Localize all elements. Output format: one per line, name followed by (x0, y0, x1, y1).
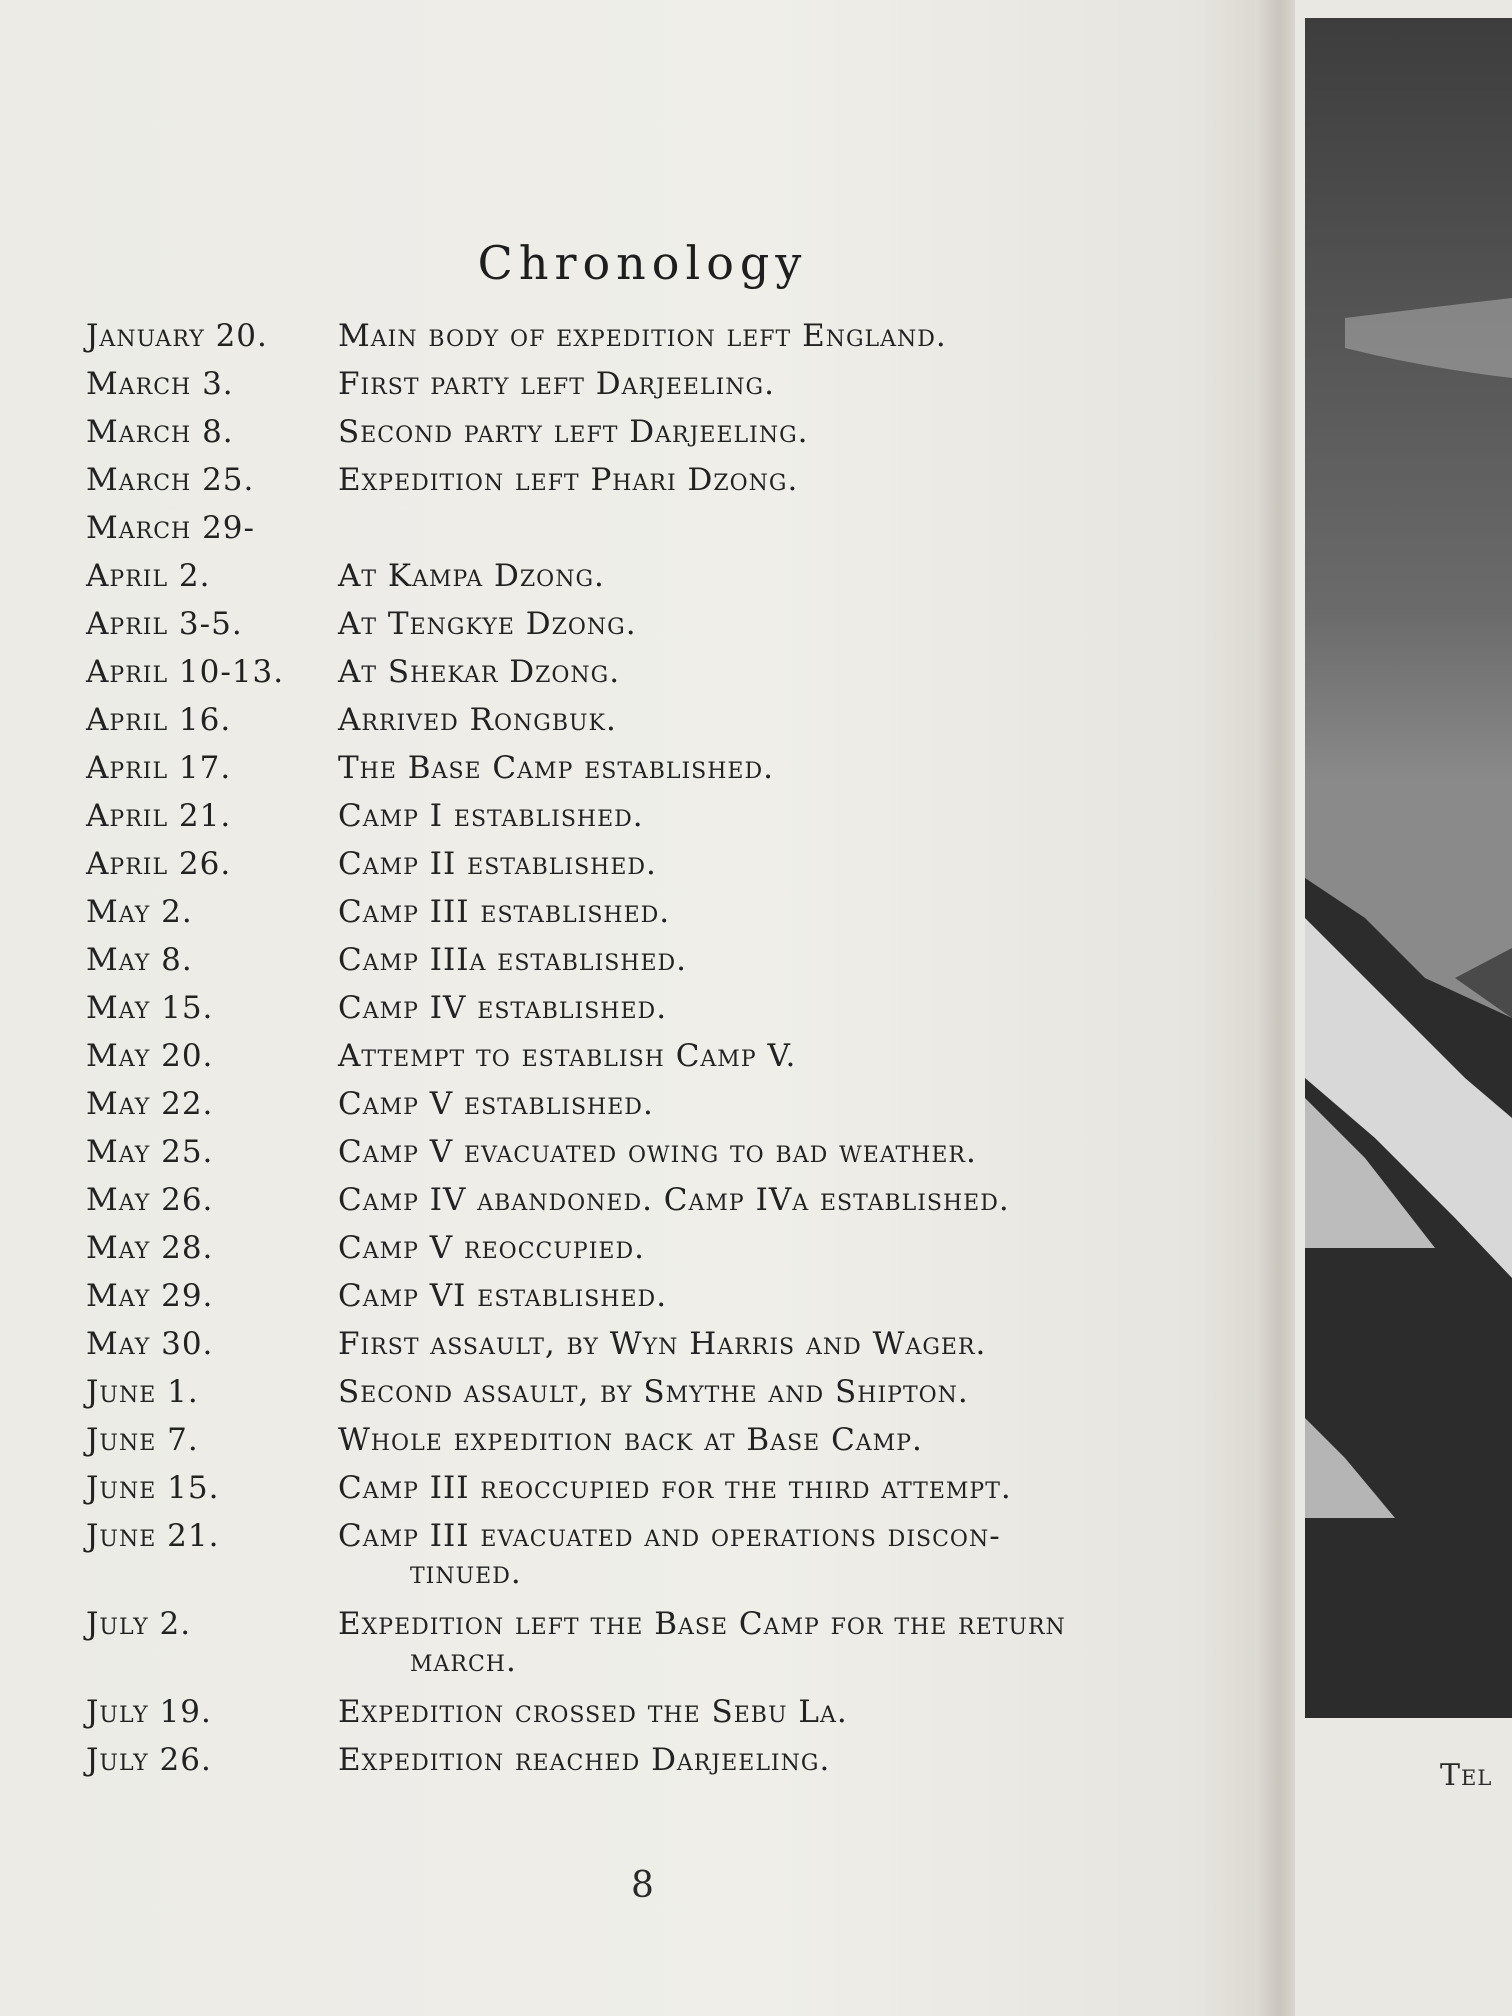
entry-event-text: The Base Camp established. (338, 750, 774, 786)
entry-event-text: First party left Darjeeling. (338, 366, 775, 402)
entry-event-text: Camp IV established. (338, 990, 668, 1026)
entry-event (338, 408, 1236, 456)
chronology-row (86, 696, 1236, 744)
entry-date: May 28. (86, 1230, 214, 1266)
entry-event (338, 1080, 1236, 1128)
page-number: 8 (631, 1865, 654, 1906)
entry-event (338, 840, 1236, 888)
entry-event (338, 744, 1236, 792)
entry-event (338, 1224, 1236, 1272)
entry-date: May 25. (86, 1134, 214, 1170)
entry-event-text: Expedition reached Darjeeling. (338, 1742, 831, 1778)
chronology-row (86, 456, 1236, 504)
chronology-row (86, 312, 1236, 360)
chronology-row (86, 744, 1236, 792)
chronology-row (86, 1272, 1236, 1320)
entry-date: June 15. (86, 1470, 220, 1506)
entry-date: June 21. (86, 1518, 220, 1554)
entry-date: March 8. (86, 414, 234, 450)
entry-event-continuation: march. (410, 1643, 517, 1679)
entry-event (338, 456, 1236, 504)
entry-event-text: Camp V reoccupied. (338, 1230, 645, 1266)
chronology-row (86, 840, 1236, 888)
entry-event (338, 648, 1236, 696)
entry-date: March 3. (86, 366, 234, 402)
entry-event (338, 696, 1236, 744)
entry-event (338, 1416, 1236, 1464)
chronology-row (86, 1512, 1236, 1592)
chronology-row (86, 792, 1236, 840)
entry-event-text: At Kampa Dzong. (338, 558, 605, 594)
entry-event (338, 936, 1236, 984)
chronology-row (86, 1080, 1236, 1128)
entry-date: July 19. (86, 1694, 212, 1730)
entry-event (338, 1272, 1236, 1320)
chronology-row (86, 1368, 1236, 1416)
entry-date: May 22. (86, 1086, 214, 1122)
chronology-row (86, 408, 1236, 456)
entry-event-text: Camp IIIa established. (338, 942, 688, 978)
entry-event-text: Camp I established. (338, 798, 644, 834)
entry-event (338, 1032, 1236, 1080)
entry-date: April 17. (86, 750, 232, 786)
entry-event (338, 1320, 1236, 1368)
entry-date: April 26. (86, 846, 232, 882)
chronology-row (86, 1688, 1236, 1736)
entry-event-text: Main body of expedition left England. (338, 318, 947, 354)
entry-date: April 2. (86, 558, 211, 594)
chronology-row (86, 504, 1236, 552)
entry-event (338, 600, 1236, 648)
entry-event-text: First assault, by Wyn Harris and Wager. (338, 1326, 987, 1362)
entry-event-text: Expedition crossed the Sebu La. (338, 1694, 848, 1730)
entry-event (338, 1368, 1236, 1416)
entry-event (338, 984, 1236, 1032)
chronology-row (86, 600, 1236, 648)
chronology-row (86, 1464, 1236, 1512)
entry-event-text: Second party left Darjeeling. (338, 414, 809, 450)
entry-event (338, 1600, 1236, 1680)
page-title: Chronology (477, 235, 808, 290)
entry-event-text: Whole expedition back at Base Camp. (338, 1422, 923, 1458)
entry-date: April 10-13. (86, 654, 285, 690)
chronology-row (86, 1224, 1236, 1272)
entry-event-text: Camp V evacuated owing to bad weather. (338, 1134, 977, 1170)
entry-event-text: Camp III evacuated and operations discon- (338, 1518, 1001, 1554)
entry-date: May 20. (86, 1038, 214, 1074)
entry-date: May 29. (86, 1278, 214, 1314)
entry-event-text: At Shekar Dzong. (338, 654, 621, 690)
entry-event-text: Arrived Rongbuk. (338, 702, 617, 738)
entry-date: May 8. (86, 942, 193, 978)
mountain-photograph (1305, 18, 1512, 1718)
entry-date: March 29- (86, 510, 255, 546)
entry-date: June 1. (86, 1374, 199, 1410)
entry-date: May 2. (86, 894, 193, 930)
entry-date: May 15. (86, 990, 214, 1026)
entry-event-text: Camp III reoccupied for the third attempt. (338, 1470, 1012, 1506)
entry-date: March 25. (86, 462, 255, 498)
chronology-row (86, 1128, 1236, 1176)
entry-event (338, 1736, 1236, 1784)
entry-event (338, 792, 1236, 840)
entry-date: May 30. (86, 1326, 214, 1362)
entry-event-text: Second assault, by Smythe and Shipton. (338, 1374, 969, 1410)
entry-event (338, 1688, 1236, 1736)
chronology-row (86, 1032, 1236, 1080)
entry-event (338, 1512, 1236, 1592)
chronology-row (86, 936, 1236, 984)
chronology-row (86, 648, 1236, 696)
entry-event-text: Camp II established. (338, 846, 657, 882)
chronology-row (86, 360, 1236, 408)
facing-caption-fragment: Tel (1440, 1758, 1493, 1793)
entry-date: July 2. (86, 1606, 192, 1642)
chronology-row (86, 1320, 1236, 1368)
entry-event-text: Camp VI established. (338, 1278, 668, 1314)
chronology-row (86, 1176, 1236, 1224)
entry-event (338, 1128, 1236, 1176)
entry-event (338, 1464, 1236, 1512)
chronology-row (86, 1736, 1236, 1784)
entry-event-text: Expedition left Phari Dzong. (338, 462, 799, 498)
entry-event (338, 1176, 1236, 1224)
chronology-row (86, 1600, 1236, 1680)
entry-date: July 26. (86, 1742, 212, 1778)
chronology-row (86, 984, 1236, 1032)
chronology-row (86, 552, 1236, 600)
entry-event-text: Camp III established. (338, 894, 671, 930)
entry-event (338, 360, 1236, 408)
entry-event (338, 888, 1236, 936)
entry-date: June 7. (86, 1422, 199, 1458)
entry-event-text: Camp IV abandoned. Camp IVa established. (338, 1182, 1010, 1218)
chronology-row (86, 1416, 1236, 1464)
entry-event (338, 504, 1236, 552)
entry-event (338, 552, 1236, 600)
entry-event-continuation: tinued. (410, 1555, 522, 1591)
chronology-row (86, 888, 1236, 936)
entry-date: April 21. (86, 798, 232, 834)
entry-date: April 16. (86, 702, 232, 738)
entry-event-text: Expedition left the Base Camp for the return (338, 1606, 1066, 1642)
entry-event-text: At Tengkye Dzong. (338, 606, 637, 642)
entry-date: April 3-5. (86, 606, 243, 642)
entry-date: January 20. (86, 318, 268, 354)
chronology-list (86, 312, 1236, 1784)
entry-event (338, 312, 1236, 360)
entry-date: May 26. (86, 1182, 214, 1218)
entry-event-text: Attempt to establish Camp V. (338, 1038, 797, 1074)
entry-event-text: Camp V established. (338, 1086, 654, 1122)
